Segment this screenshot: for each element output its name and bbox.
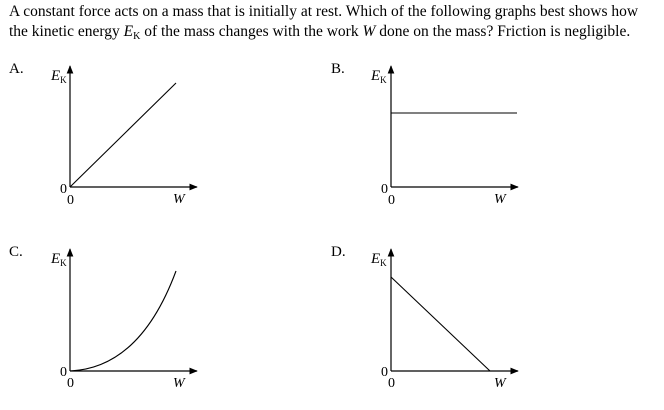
graph-a[interactable]	[50, 66, 197, 208]
graph-a-y-label: $E_K$	[51, 68, 67, 85]
graph-a-x-label: W	[173, 192, 185, 207]
option-a-label[interactable]: A.	[9, 61, 24, 77]
graph-a-origin-y: 0	[60, 182, 67, 197]
graph-a-origin-x: 0	[67, 193, 74, 208]
graph-d-curve	[391, 277, 490, 371]
graph-d-origin-y: 0	[381, 365, 388, 380]
option-c-label[interactable]: C.	[9, 244, 23, 260]
ek-symbol: $E_K$	[123, 23, 141, 42]
w-symbol: W	[362, 23, 376, 40]
question-line-2: the kinetic energy $E_K$ of the mass changes with the work W done on the mass? Friction is negligible.	[9, 23, 631, 42]
graph-c-origin-y: 0	[60, 365, 67, 380]
graph-d[interactable]	[370, 249, 518, 391]
graph-b[interactable]	[370, 66, 518, 208]
option-d-label[interactable]: D.	[331, 244, 346, 260]
option-b-label[interactable]: B.	[331, 61, 345, 77]
graph-d-origin-x: 0	[388, 376, 395, 391]
graph-b-x-label: W	[494, 192, 506, 207]
graph-c-x-label: W	[173, 376, 185, 391]
graph-a-curve	[70, 83, 176, 187]
graph-d-x-label: W	[494, 376, 506, 391]
graph-c-origin-x: 0	[67, 376, 74, 391]
graph-c-curve	[70, 271, 176, 371]
graph-b-origin-y: 0	[381, 182, 388, 197]
graph-b-y-label: $E_K$	[371, 68, 387, 85]
question-line-1: A constant force acts on a mass that is initially at rest. Which of the following graphs best shows how	[9, 3, 639, 20]
graph-c-y-label: $E_K$	[51, 251, 67, 268]
graph-d-y-label: $E_K$	[371, 251, 387, 268]
graph-c[interactable]	[50, 249, 197, 391]
graph-b-origin-x: 0	[388, 193, 395, 208]
